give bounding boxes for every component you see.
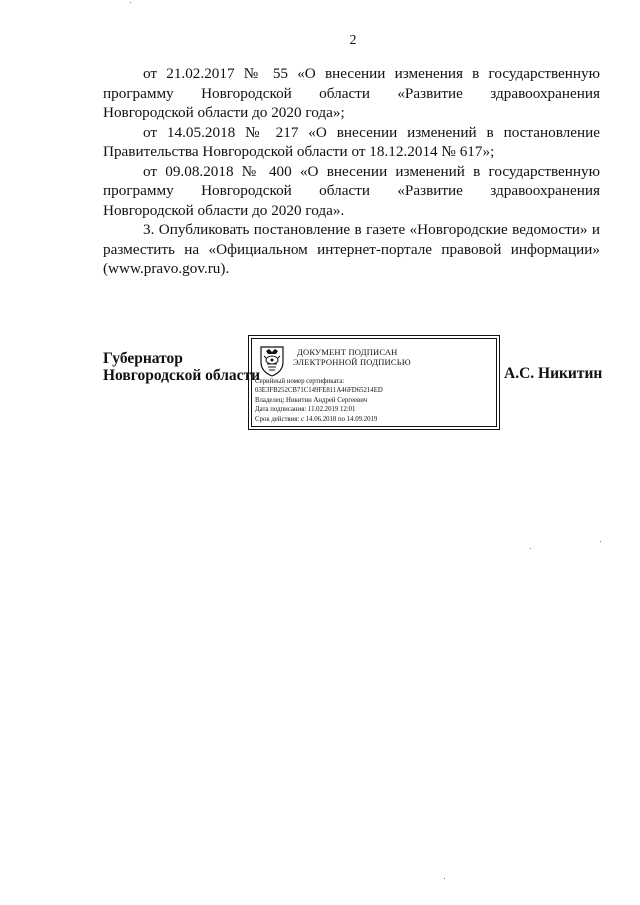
esign-header (293, 347, 411, 367)
electronic-signature-stamp (248, 335, 500, 430)
esign-details (255, 377, 383, 424)
paragraph-item: от 14.05.2018 № 217 «О внесении изменений в постановление Правительства Новгородской области от 18.12.2014 № 617»; (103, 123, 600, 160)
coat-of-arms-icon (257, 344, 287, 378)
esign-owner: Владелец: Никитин Андрей Сергеевич (255, 396, 368, 404)
esign-serial-label: Серийный номер сертификата: (255, 378, 345, 385)
page-number: 2 (349, 33, 357, 48)
esign-validity: Срок действия: с 14.06.2018 по 14.09.2019 (255, 415, 378, 423)
scan-speck (530, 548, 531, 549)
position-line: Новгородской области (103, 367, 261, 384)
esign-header-line: ДОКУМЕНТ ПОДПИСАН (297, 347, 398, 357)
signatory-position (103, 350, 260, 384)
signer-name: А.С. Никитин (504, 365, 603, 382)
esign-signed-date: Дата подписания: 11.02.2019 12:01 (255, 406, 356, 414)
scan-speck (600, 541, 601, 542)
paragraph-item: 3. Опубликовать постановление в газете «Новгородские ведомости» и разместить на «Официальном интернет-портале правовой информации» (www.pravo.gov.ru). (103, 221, 600, 277)
esign-serial-value: 03E3FB252CB71C149FE811A46FD65214ED (255, 387, 383, 395)
scan-speck (444, 878, 445, 879)
paragraph-item: от 09.08.2018 № 400 «О внесении изменений в государственную программу Новгородской области «Развитие здравоохранения Новгородской области до 2020 года». (103, 162, 600, 219)
esign-header-line: ЭЛЕКТРОННОЙ ПОДПИСЬЮ (293, 357, 411, 367)
paragraph-item: от 21.02.2017 № 55 «О внесении изменения в государственную программу Новгородской области «Развитие здравоохранения Новгородской области до 2020 года»; (103, 65, 600, 121)
scan-speck (130, 2, 131, 3)
position-line: Губернатор (103, 350, 183, 367)
